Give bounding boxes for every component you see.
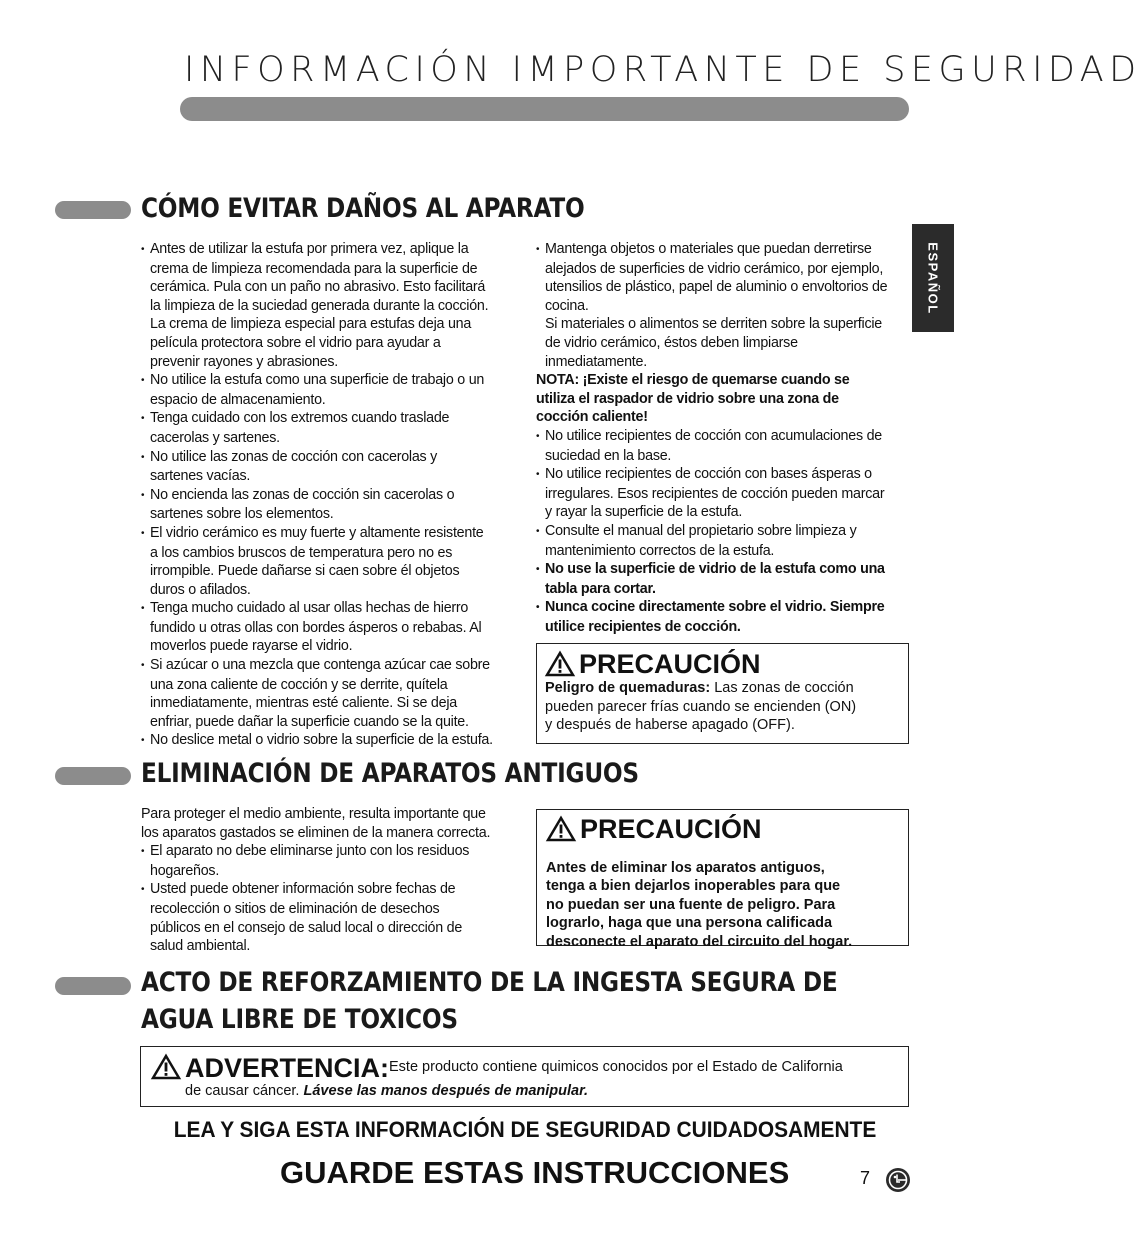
lg-logo-icon <box>886 1168 910 1192</box>
section-marker <box>55 767 131 785</box>
section-title-water-act: AGUA LIBRE DE TOXICOS <box>141 1004 458 1035</box>
footer-save-instructions: GUARDE ESTAS INSTRUCCIONES <box>280 1155 790 1190</box>
text-line: moverlos puede rayarse el vidrio. <box>150 638 353 655</box>
page-title: INFORMACIÓN IMPORTANTE DE SEGURIDAD <box>184 50 1142 90</box>
warning-triangle-icon <box>546 816 576 842</box>
text-line: mantenimiento correctos de la estufa. <box>545 542 775 559</box>
text-line: película protectora sobre el vidrio para ayudar a <box>150 334 441 351</box>
text-line: No utilice la estufa como una superficie de trabajo o un <box>150 372 485 389</box>
bullet-item <box>141 371 526 409</box>
bullet-item <box>141 448 526 486</box>
bullet-item <box>141 880 526 955</box>
section-title-water-act: ACTO DE REFORZAMIENTO DE LA INGESTA SEGURA DE <box>141 967 838 998</box>
bullet-item <box>141 524 526 599</box>
text-line: lograrlo, haga que una persona calificada <box>546 915 833 932</box>
text-line: no puedan ser una fuente de peligro. Para <box>546 896 836 913</box>
warning-triangle-icon <box>545 651 575 677</box>
text-line: suciedad en la base. <box>545 447 672 464</box>
text-line: Consulte el manual del propietario sobre limpieza y <box>545 522 857 539</box>
text-line: públicos en el consejo de salud local o dirección de <box>150 919 463 936</box>
caution-label: Peligro de quemaduras: <box>545 680 711 696</box>
bullet-item <box>536 427 911 465</box>
text-line: No utilice las zonas de cocción con cacerolas y <box>150 448 438 465</box>
text-line: El vidrio cerámico es muy fuerte y altamente resistente <box>150 524 484 541</box>
bullet-item <box>141 731 526 751</box>
bullet-item <box>141 486 526 524</box>
text-line: recolección o sitios de eliminación de desechos <box>150 900 440 917</box>
caution-text: Las zonas de cocción <box>710 680 854 696</box>
page-number: 7 <box>860 1168 871 1188</box>
bullet-item <box>141 240 526 371</box>
text-line: los aparatos gastados se eliminen de la manera correcta. <box>141 824 491 841</box>
text-line: cacerolas y sartenes. <box>150 429 280 446</box>
text-line: prevenir rayones y abrasiones. <box>150 353 338 370</box>
text-line: cerámica. Pula con un paño no abrasivo. Esto facilitará <box>150 279 486 296</box>
text-line: Antes de utilizar la estufa por primera vez, aplique la <box>150 241 469 257</box>
text-line: tabla para cortar. <box>545 580 656 597</box>
text-line: No deslice metal o vidrio sobre la superficie de la estufa. <box>150 732 493 749</box>
warning-triangle-icon <box>151 1054 181 1080</box>
text-line: La crema de limpieza especial para estufas deja una <box>150 316 472 333</box>
text-line: utilice recipientes de cocción. <box>545 618 741 635</box>
bullet-item <box>536 560 911 598</box>
text-line: y rayar la superficie de la estufa. <box>545 504 743 521</box>
text-line: irregulares. Esos recipientes de cocción pueden marcar <box>545 485 885 502</box>
text-line: inmediatamente, mientras esté caliente. Si se deja <box>150 695 457 712</box>
caution-heading: PRECAUCIÓN <box>580 814 762 844</box>
warning-heading: ADVERTENCIA: <box>185 1053 390 1083</box>
text-line: de vidrio cerámico, éstos deben limpiarse <box>545 334 798 351</box>
text-line: inmediatamente. <box>545 353 647 370</box>
footer-read-follow: LEA Y SIGA ESTA INFORMACIÓN DE SEGURIDAD CUIDADOSAMENTE <box>173 1117 877 1142</box>
text-line: NOTA: ¡Existe el riesgo de quemarse cuando se <box>536 372 850 389</box>
bullet-item <box>141 409 526 447</box>
caution-text: pueden parecer frías cuando se encienden (ON) <box>545 698 857 715</box>
warning-text: Este producto contiene quimicos conocidos por el Estado de California <box>389 1059 843 1075</box>
text-line: Si materiales o alimentos se derriten sobre la superficie <box>545 316 882 333</box>
text-line: Antes de eliminar los aparatos antiguos, <box>546 859 825 876</box>
text-line: Usted puede obtener información sobre fechas de <box>150 881 456 898</box>
caution-box-disposal <box>536 809 909 950</box>
text-line: desconecte el aparato del circuito del hogar. <box>546 933 853 950</box>
section-marker <box>55 201 131 219</box>
disposal-column <box>141 805 526 956</box>
warning-text: de causar cáncer. <box>185 1083 304 1099</box>
text-line: tenga a bien dejarlos inoperables para que <box>546 878 841 895</box>
bullet-item <box>536 598 911 636</box>
text-line: Mantenga objetos o materiales que puedan derretirse <box>545 241 872 257</box>
text-line: Tenga cuidado con los extremos cuando traslade <box>150 410 450 427</box>
damage-right-column <box>536 240 911 636</box>
caution-heading: PRECAUCIÓN <box>579 649 761 679</box>
bullet-item <box>141 599 526 656</box>
text-line: Tenga mucho cuidado al usar ollas hechas de hierro <box>150 600 469 617</box>
text-line: El aparato no debe eliminarse junto con los residuos <box>150 843 470 860</box>
text-line: la limpieza de la suciedad generada durante la cocción. <box>150 297 489 314</box>
section-title-damage: CÓMO EVITAR DAÑOS AL APARATO <box>141 193 585 224</box>
text-line: duros o afilados. <box>150 581 251 598</box>
warning-emphasis: Lávese las manos después de manipular. <box>303 1083 588 1099</box>
text-line: utensilios de plástico, papel de aluminio o envoltorios de <box>545 279 888 296</box>
section-title-disposal: ELIMINACIÓN DE APARATOS ANTIGUOS <box>141 758 639 789</box>
text-line: sartenes sobre los elementos. <box>150 506 334 523</box>
text-line: utiliza el raspador de vidrio sobre una zona de <box>536 390 839 407</box>
text-line: alejados de superficies de vidrio cerámico, por ejemplo, <box>545 260 884 277</box>
bullet-item <box>536 465 911 522</box>
damage-left-column <box>141 240 526 751</box>
bullet-item <box>141 842 526 880</box>
paragraph <box>536 371 911 427</box>
text-line: sartenes vacías. <box>150 468 251 485</box>
text-line: una zona caliente de cocción y se derrite, quítela <box>150 676 448 693</box>
bullet-item <box>141 656 526 731</box>
language-tab <box>912 224 954 332</box>
language-tab-label: ESPAÑOL <box>925 241 941 315</box>
text-line: No encienda las zonas de cocción sin cacerolas o <box>150 486 455 503</box>
text-line: irrompible. Puede dañarse si caen sobre él objetos <box>150 563 460 580</box>
text-line: hogareños. <box>150 862 220 879</box>
paragraph <box>141 805 526 842</box>
warning-box-california <box>140 1046 909 1107</box>
caution-box-burn <box>536 643 909 744</box>
text-line: espacio de almacenamiento. <box>150 391 326 408</box>
text-line: a los cambios bruscos de temperatura pero no es <box>150 544 453 561</box>
text-line: Nunca cocine directamente sobre el vidrio. Siempre <box>545 599 885 616</box>
paragraph <box>546 859 899 952</box>
text-line: No use la superficie de vidrio de la estufa como una <box>545 561 885 578</box>
text-line: enfriar, puede dañar la superficie cuando se la quite. <box>150 713 469 730</box>
text-line: crema de limpieza recomendada para la superficie de <box>150 260 478 277</box>
text-line: Para proteger el medio ambiente, resulta importante que <box>141 806 486 822</box>
text-line: No utilice recipientes de cocción con bases ásperas o <box>545 466 872 483</box>
text-line: No utilice recipientes de cocción con acumulaciones de <box>545 427 882 444</box>
text-line: cocción caliente! <box>536 409 648 426</box>
caution-text: y después de haberse apagado (OFF). <box>545 717 795 734</box>
bullet-item <box>536 240 911 371</box>
text-line: Si azúcar o una mezcla que contenga azúcar cae sobre <box>150 657 490 674</box>
text-line: salud ambiental. <box>150 938 251 955</box>
text-line: cocina. <box>545 297 589 314</box>
bullet-item <box>536 522 911 560</box>
title-bar <box>180 97 909 121</box>
section-marker <box>55 977 131 995</box>
text-line: fundido u otras ollas con bordes ásperos o rebabas. Al <box>150 619 482 636</box>
